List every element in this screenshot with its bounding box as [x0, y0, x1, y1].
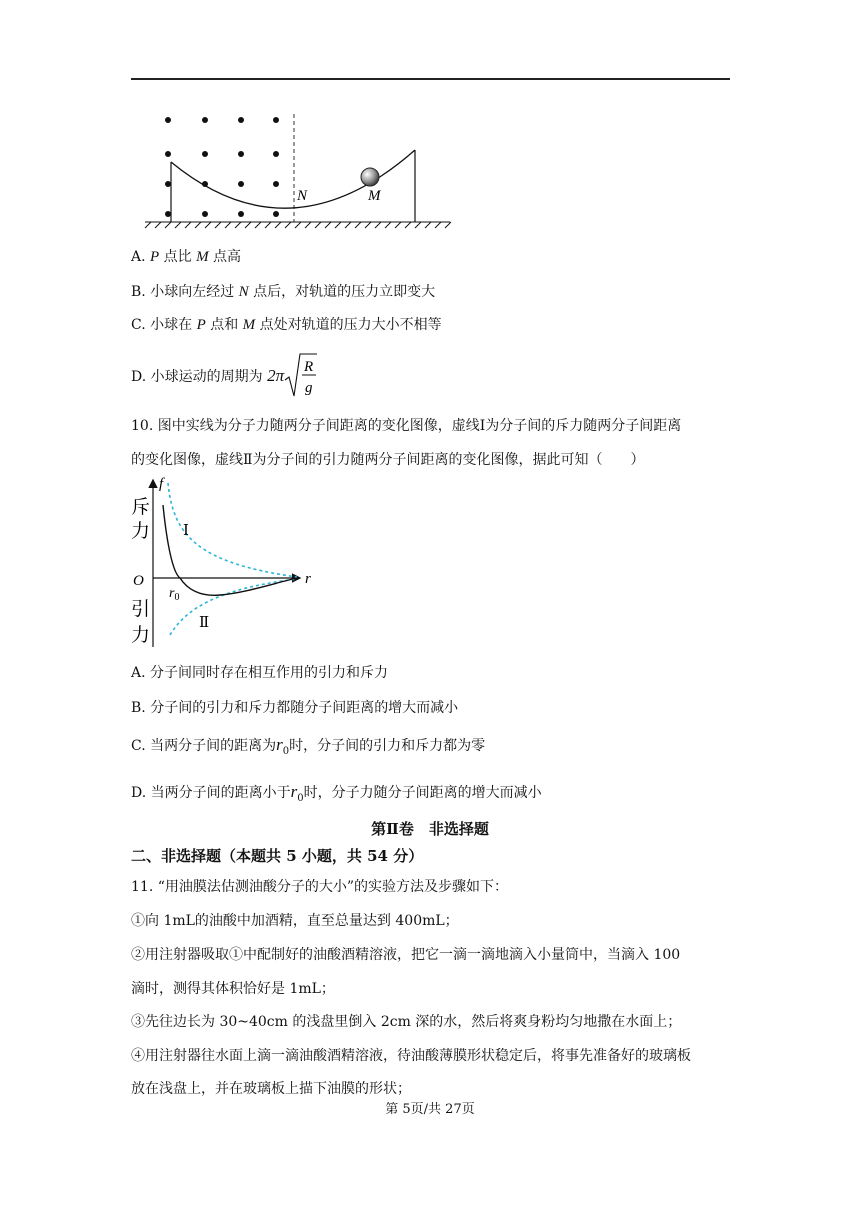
r0-label: $r_0$ — [169, 586, 180, 603]
q11-step3: ③先往边长为 30~40cm 的浅盘里倒入 2cm 深的水，然后将爽身粉均匀地撒在水面上； — [131, 1014, 682, 1030]
molecular-force-curve — [163, 505, 297, 595]
q11-intro: 11. “用油膜法估测油酸分子的大小”的实验方法及步骤如下： — [131, 879, 509, 895]
fraction-numerator: R — [304, 359, 314, 375]
curve-ii-label: Ⅱ — [199, 615, 210, 631]
origin-label: O — [133, 573, 144, 589]
q10-stem-line1: 10. 图中实线为分子力随两分子间距离的变化图像，虚线Ⅰ为分子间的斥力随两分子间距离 — [131, 418, 682, 434]
q11-step1: ①向 1mL的油酸中加酒精，直至总量达到 400mL； — [131, 913, 459, 929]
q10-option-b: B. 分子间的引力和斥力都随分子间距离的增大而减小 — [131, 700, 459, 716]
fraction-denominator: g — [305, 380, 313, 396]
magnetic-field-dots — [165, 117, 279, 217]
f-axis-label: f — [159, 476, 164, 492]
r-axis-label: r — [305, 571, 311, 587]
page-footer: 第 5页/共 27页 — [385, 1102, 475, 1117]
track-figure — [140, 110, 460, 235]
q10-stem-line2: 的变化图像，虚线Ⅱ为分子间的引力随两分子间距离的变化图像，据此可知（ ） — [131, 452, 645, 468]
q9-option-d: D. 小球运动的周期为 2π R g — [131, 352, 318, 402]
q10-option-c: C. 当两分子间的距离为$r_0$时，分子间的引力和斥力都为零 — [131, 735, 486, 757]
curve-i-label: Ⅰ — [183, 523, 189, 539]
molecular-force-graph — [125, 475, 325, 650]
q11-step2-line2: 滴时，测得其体积恰好是 1mL； — [131, 981, 335, 997]
q9-option-b: B. 小球向左经过 N 点后，对轨道的压力立即变大 — [131, 284, 436, 300]
q11-step4-line1: ④用注射器往水面上滴一滴油酸酒精溶液，待油酸薄膜形状稳定后，将事先准备好的玻璃板 — [131, 1048, 691, 1064]
attraction-label-2: 力 — [131, 625, 151, 646]
repulsion-label-2: 力 — [131, 521, 151, 542]
header-rule — [131, 78, 730, 80]
q11-step2-line1: ②用注射器吸取①中配制好的油酸酒精溶液，把它一滴一滴地滴入小量筒中，当滴入 100 — [131, 947, 681, 963]
q9-option-c: C. 小球在 P 点和 M 点处对轨道的压力大小不相等 — [131, 317, 442, 333]
part-title: 二、非选择题（本题共 5 小题，共 54 分） — [131, 847, 424, 865]
q11-step4-line2: 放在浅盘上，并在玻璃板上描下油膜的形状； — [131, 1081, 411, 1097]
label-n: N — [297, 188, 308, 204]
sqrt-fraction — [284, 352, 318, 400]
q10-option-d: D. 当两分子间的距离小于$r_0$时，分子力随分子间距离的增大而减小 — [131, 782, 542, 804]
q10-option-a: A. 分子间同时存在相互作用的引力和斥力 — [131, 665, 389, 681]
ball — [361, 168, 379, 186]
label-m: M — [368, 188, 381, 204]
q9-option-a: A. P 点比 M 点高 — [131, 249, 242, 265]
volume-title: 第Ⅱ卷 非选择题 — [371, 820, 489, 838]
ground — [145, 222, 451, 228]
attraction-label-1: 引 — [131, 599, 151, 620]
repulsion-label-1: 斥 — [131, 497, 151, 518]
